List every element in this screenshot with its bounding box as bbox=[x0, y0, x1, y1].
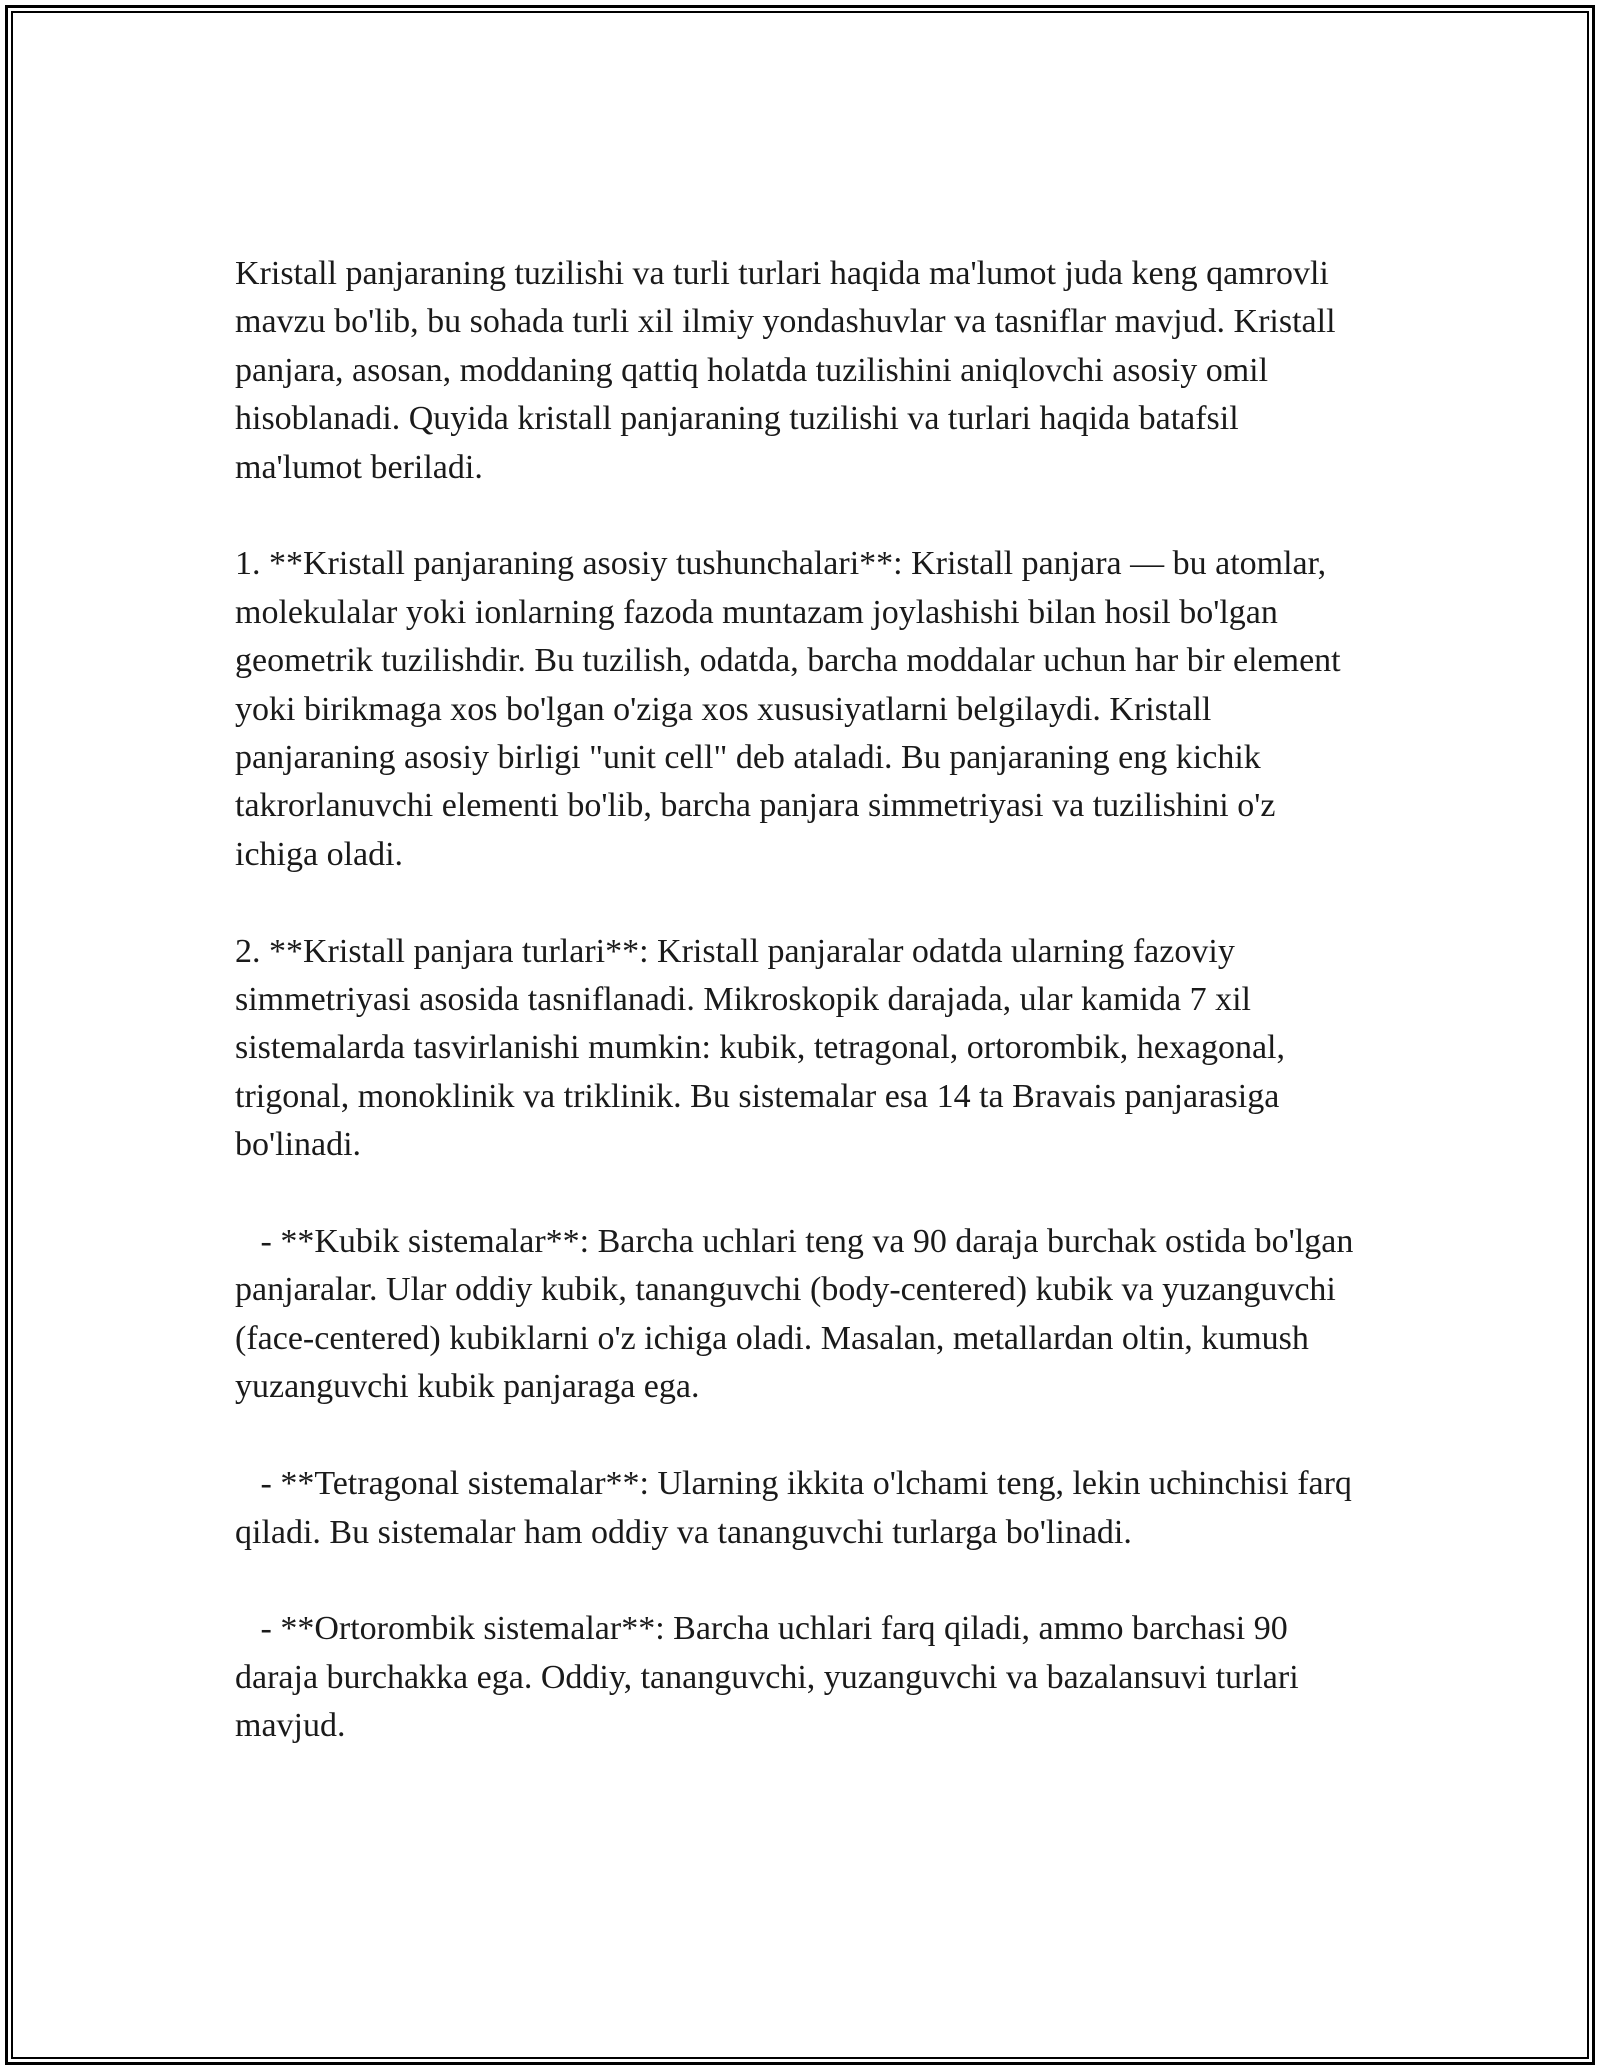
section-1-basic-concepts: 1. **Kristall panjaraning asosiy tushunchalari**: Kristall panjara — bu atomlar, molekulalar yoki ionlarning fazoda muntazam joylashishi bilan hosil bo'lgan geometrik tuzilishdir. Bu tuzilish, odatda, barcha moddalar uchun har bir element yoki birikmaga xos bo'lgan o'ziga xos xususiyatlarni belgilaydi. Kristall panjaraning asosiy birligi "unit cell" deb ataladi. Bu panjaraning eng kichik takrorlanuvchi elementi bo'lib, barcha panjara simmetriyasi va tuzilishini o'z ichiga oladi. bbox=[235, 545, 1350, 873]
bullet-tetragonal-systems: - **Tetragonal sistemalar**: Ularning ikkita o'lchami teng, lekin uchinchisi farq qiladi. Bu sistemalar ham oddiy va tananguvchi turlarga bo'linadi. bbox=[235, 1465, 1361, 1551]
intro-paragraph: Kristall panjaraning tuzilishi va turli turlari haqida ma'lumot juda keng qamrovli mavzu bo'lib, bu sohada turli xil ilmiy yondashuvlar va tasniflar mavjud. Kristall panjara, asosan, moddaning qattiq holatda tuzilishini aniqlovchi asosiy omil hisoblanadi. Quyida kristall panjaraning tuzilishi va turlari haqida batafsil ma'lumot beriladi. bbox=[235, 255, 1345, 486]
document-body bbox=[235, 250, 1365, 1751]
section-2-lattice-types: 2. **Kristall panjara turlari**: Kristall panjaralar odatda ularning fazoviy simmetriyasi asosida tasniflanadi. Mikroskopik darajada, ular kamida 7 xil sistemalarda tasvirlanishi mumkin: kubik, tetragonal, ortorombik, hexagonal, trigonal, monoklinik va triklinik. Bu sistemalar esa 14 ta Bravais panjarasiga bo'linadi. bbox=[235, 932, 1294, 1164]
bullet-orthorhombic-systems: - **Ortorombik sistemalar**: Barcha uchlari farq qiladi, ammo barchasi 90 daraja burchakka ega. Oddiy, tananguvchi, yuzanguvchi va bazalansuvi turlari mavjud. bbox=[235, 1610, 1308, 1745]
bullet-cubic-systems: - **Kubik sistemalar**: Barcha uchlari teng va 90 daraja burchak ostida bo'lgan panjaralar. Ular oddiy kubik, tananguvchi (body-centered) kubik va yuzanguvchi (face-centered) kubiklarni o'z ichiga oladi. Masalan, metallardan oltin, kumush yuzanguvchi kubik panjaraga ega. bbox=[235, 1223, 1362, 1406]
